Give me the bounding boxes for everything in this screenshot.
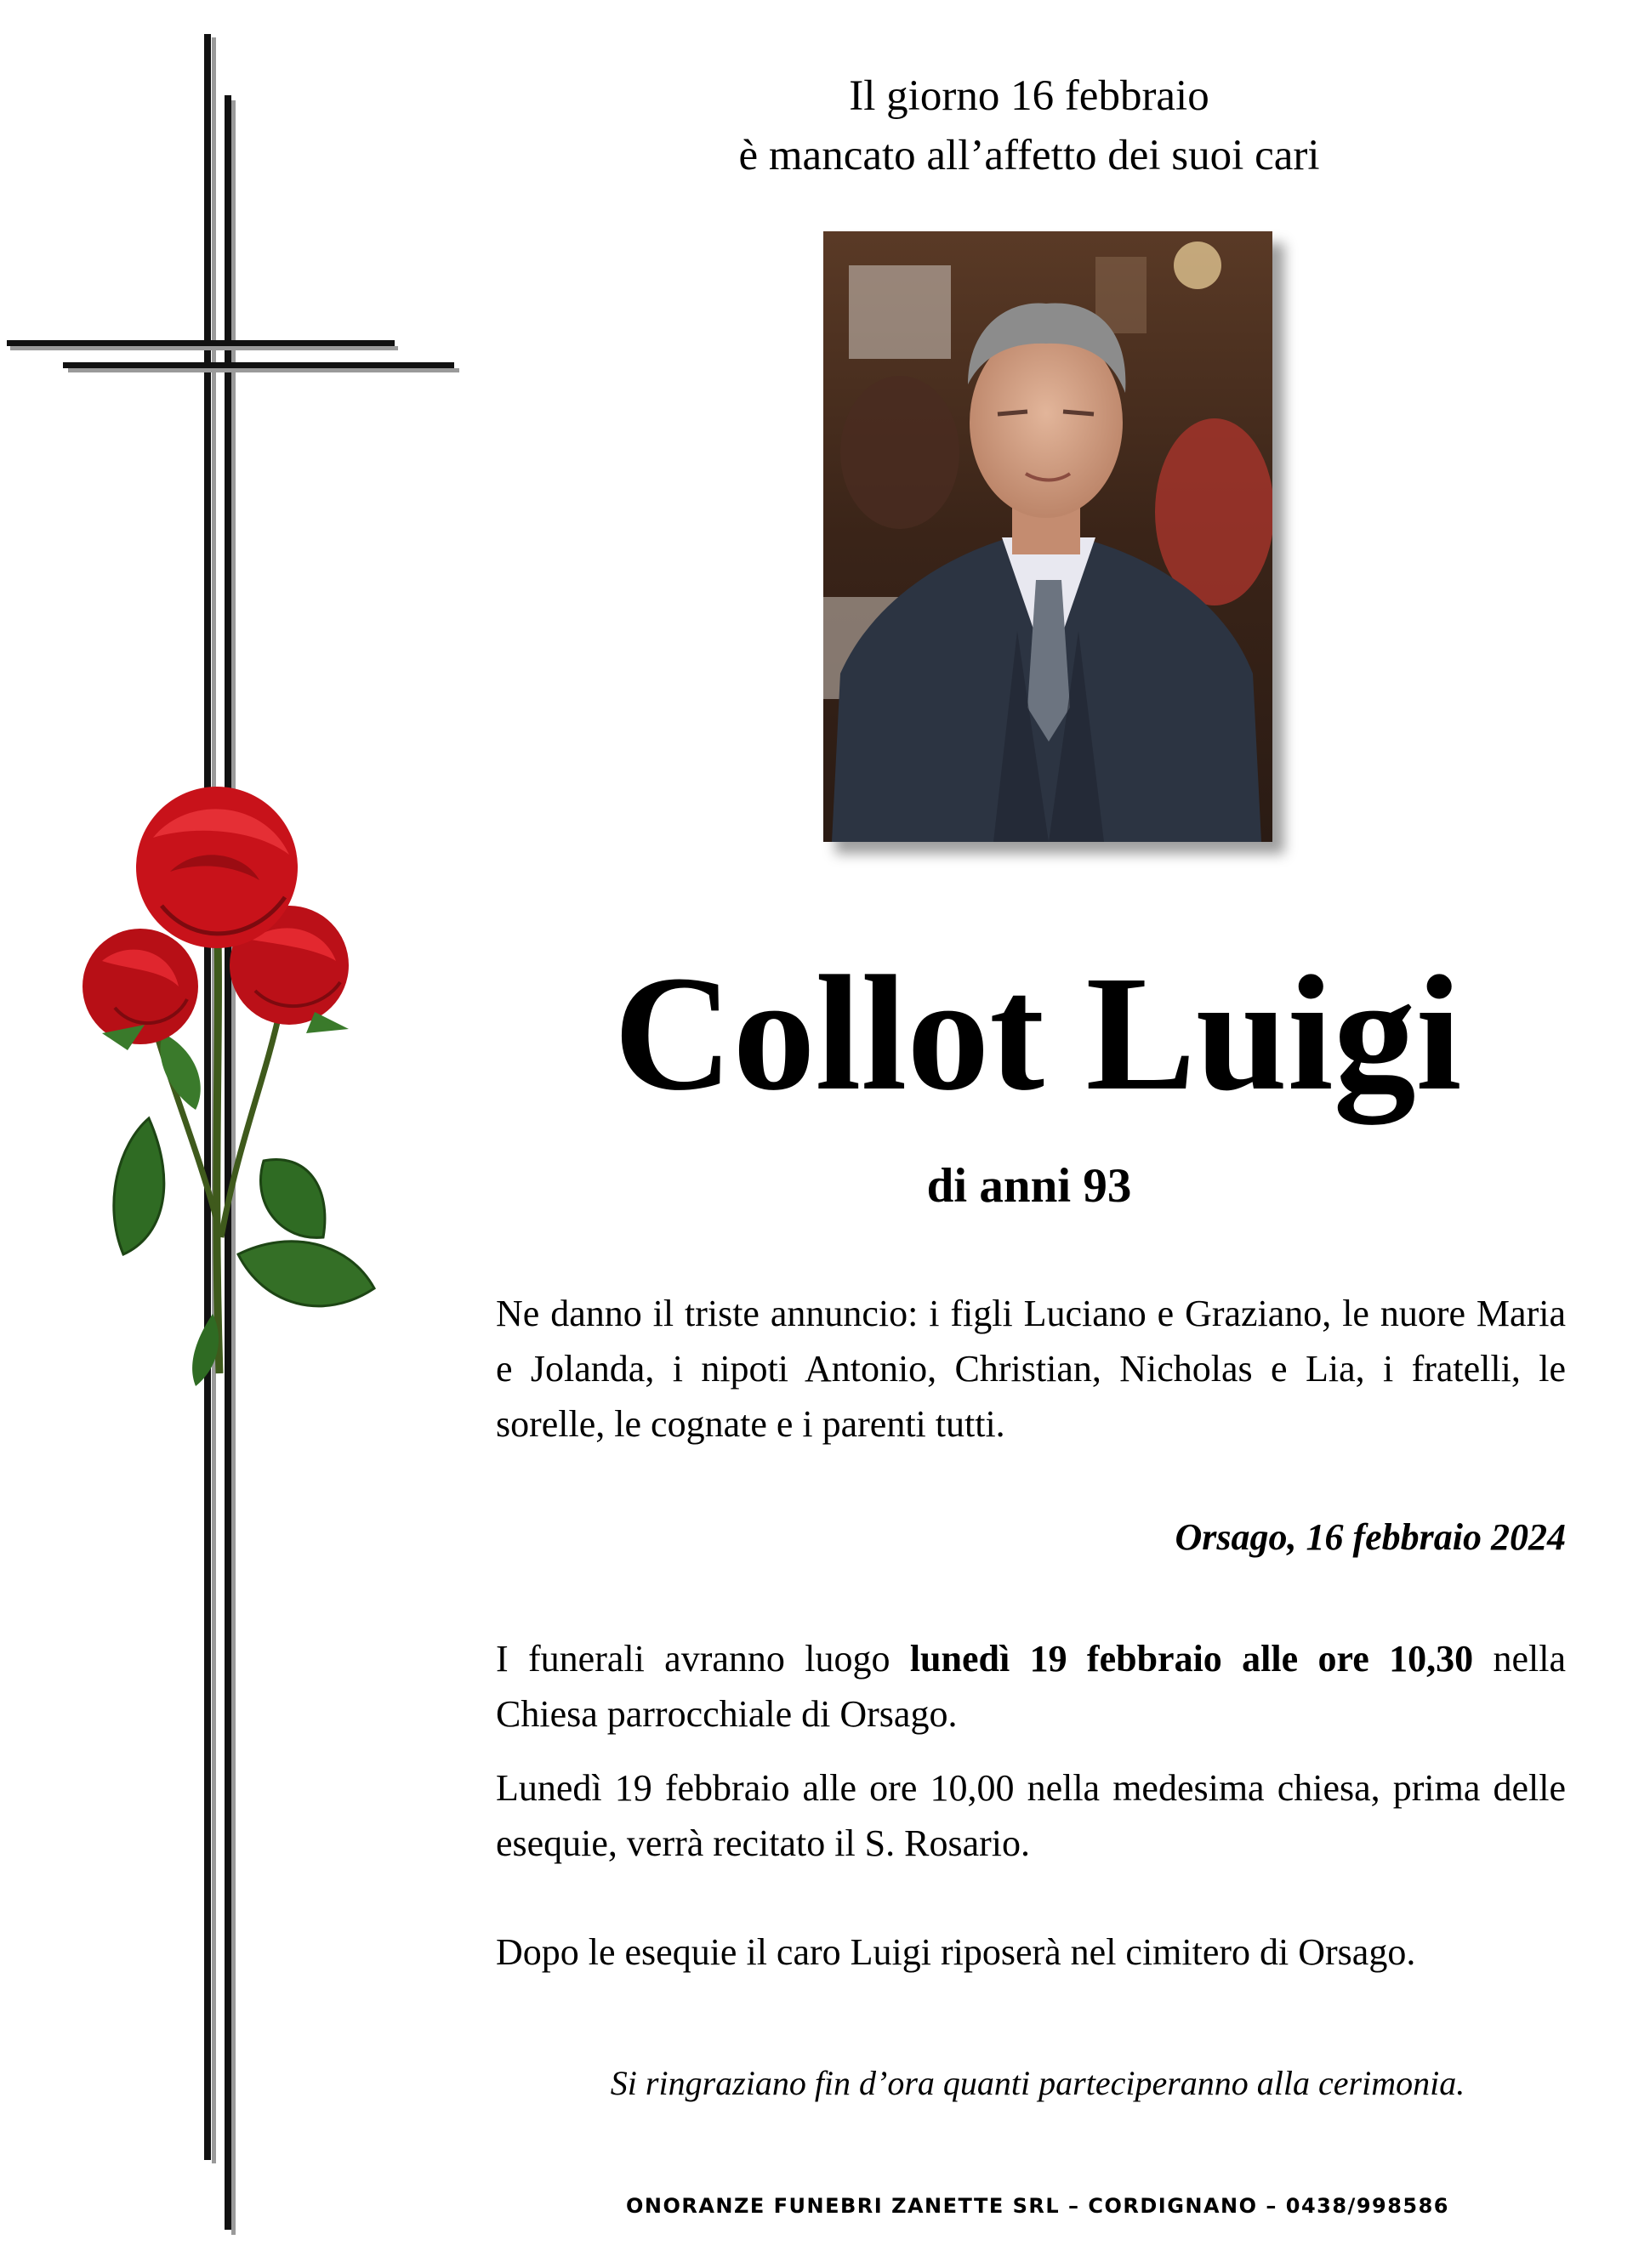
deceased-name: Collot Luigi bbox=[613, 941, 1462, 1124]
deceased-age: di anni 93 bbox=[926, 1159, 1132, 1213]
portrait-illustration bbox=[823, 231, 1272, 842]
intro-line-2: è mancato all’affetto dei suoi cari bbox=[738, 132, 1320, 179]
roses-icon bbox=[68, 778, 391, 1390]
portrait-photo bbox=[823, 231, 1272, 842]
funeral-suffix: nella Chiesa parrocchiale di Orsago. bbox=[496, 1638, 1566, 1735]
burial-text: Dopo le esequie il caro Luigi riposerà nel cimitero di Orsago. bbox=[496, 1931, 1416, 1973]
funeral-home-footer: ONORANZE FUNEBRI ZANETTE SRL – CORDIGNANO – 0438/998586 bbox=[625, 2194, 1450, 2218]
funeral-prefix: I funerali avranno luogo bbox=[496, 1638, 910, 1680]
place-date: Orsago, 16 febbraio 2024 bbox=[1175, 1516, 1566, 1558]
announcement-text: Ne danno il triste annuncio: i figli Luciano e Graziano, le nuore Maria e Jolanda, i nipoti Antonio, Christian, Nicholas e Lia, i fratelli, le sorelle, le cognate e i parenti tutti. bbox=[496, 1293, 1566, 1445]
rosary-text: Lunedì 19 febbraio alle ore 10,00 nella medesima chiesa, prima delle esequie, verrà recitato il S. Rosario. bbox=[496, 1767, 1566, 1864]
intro-text bbox=[595, 66, 1463, 185]
intro-line-1: Il giorno 16 febbraio bbox=[849, 72, 1209, 120]
thanks-text: Si ringraziano fin d’ora quanti parteciperanno alla cerimonia. bbox=[610, 2064, 1465, 2102]
funeral-text bbox=[496, 1631, 1566, 1742]
funeral-datetime: lunedì 19 febbraio alle ore 10,30 bbox=[909, 1638, 1474, 1680]
